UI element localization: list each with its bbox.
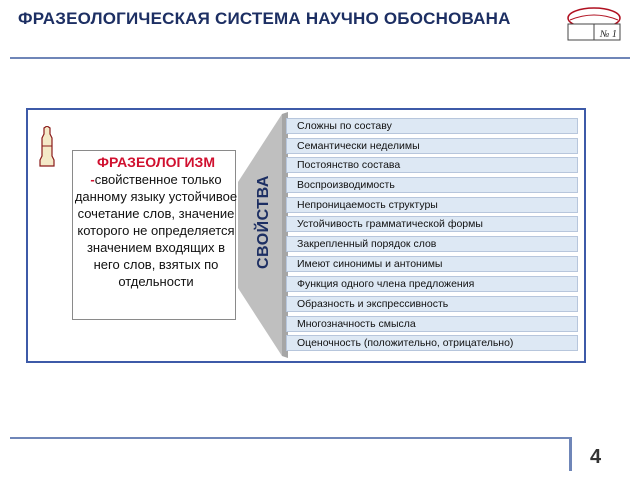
property-item: Непроницаемость структуры <box>286 197 578 213</box>
definition-term: ФРАЗЕОЛОГИЗМ <box>97 154 215 170</box>
logo-number: № 1 <box>600 29 617 40</box>
property-item: Функция одного члена предложения <box>286 276 578 292</box>
property-item: Имеют синонимы и антонимы <box>286 256 578 272</box>
footer-divider <box>10 437 570 439</box>
slide-title: ФРАЗЕОЛОГИЧЕСКАЯ СИСТЕМА НАУЧНО ОБОСНОВАНА <box>18 9 511 28</box>
definition-dash: - <box>90 172 95 187</box>
title-divider <box>10 57 630 59</box>
page-number: 4 <box>590 446 602 468</box>
definition-body: свойственное только данному языку устойчивое сочетание слов, значение которого не определяется значением входящих в него слов, взятых по отдельности <box>74 172 238 289</box>
school-logo-icon <box>562 6 626 44</box>
properties-label: СВОЙСТВА <box>255 175 272 269</box>
rook-icon <box>38 126 56 168</box>
property-item: Образность и экспрессивность <box>286 296 578 312</box>
property-item: Многозначность смысла <box>286 316 578 332</box>
property-item: Закрепленный порядок слов <box>286 236 578 252</box>
property-item: Устойчивость грамматической формы <box>286 216 578 232</box>
footer-vertical-divider <box>569 437 572 471</box>
definition-text <box>74 154 238 290</box>
property-item: Семантически неделимы <box>286 138 578 154</box>
property-item: Постоянство состава <box>286 157 578 173</box>
property-item: Сложны по составу <box>286 118 578 134</box>
property-item: Воспроизводимость <box>286 177 578 193</box>
property-item: Оценочность (положительно, отрицательно) <box>286 335 578 351</box>
